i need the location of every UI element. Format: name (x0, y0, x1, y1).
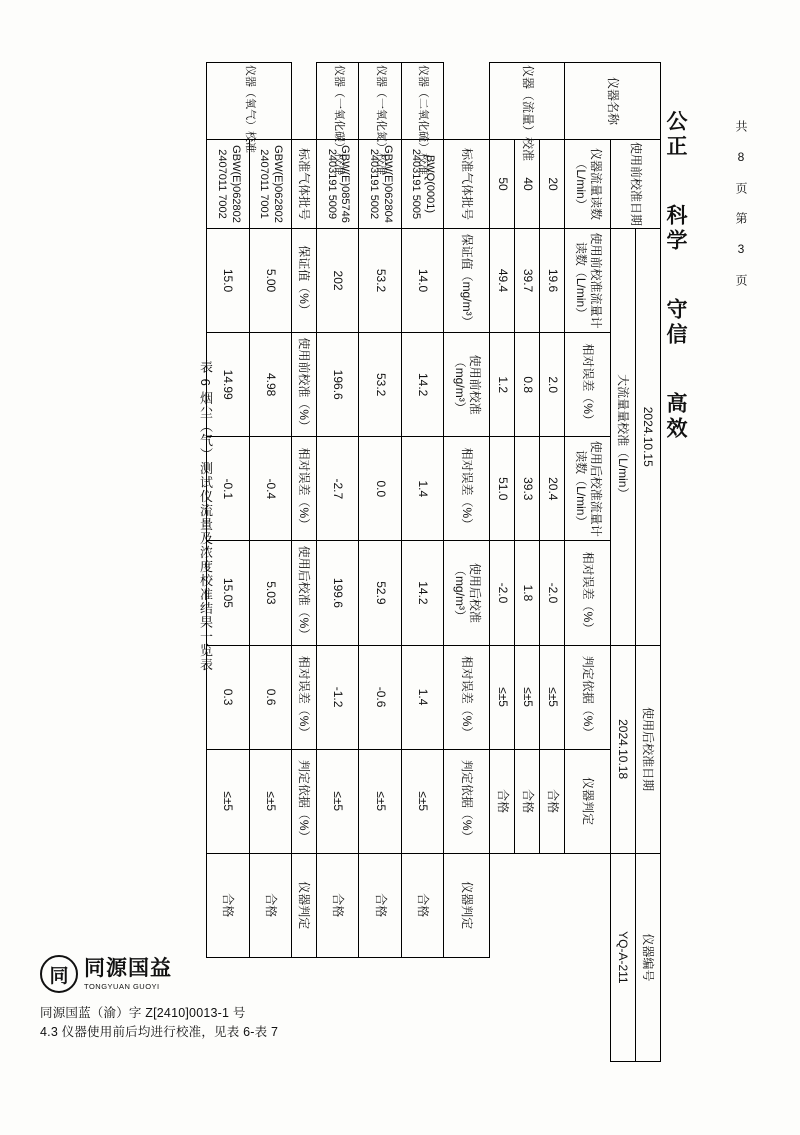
cell-judge: 合格 (316, 853, 358, 957)
cell-guarantee: 202 (316, 229, 358, 333)
th-post-rel-err-col: 相对误差（%） (565, 541, 611, 645)
calibration-table (206, 62, 661, 1062)
company-name-en: TONGYUAN GUOYI (84, 981, 160, 991)
cell-pre-err: 2.0 (540, 333, 565, 437)
cell-pre-err: -2.7 (316, 437, 358, 541)
table-row (515, 63, 540, 1062)
cell-guarantee: 15.0 (207, 229, 250, 333)
slogan-item-4: 高效 (664, 392, 687, 442)
cell-pre-flow: 49.4 (490, 229, 515, 333)
th-pre-cal-date: 使用前校准日期 (610, 140, 660, 229)
cell-post-conc: 14.2 (401, 541, 443, 645)
cell-judge: 合格 (359, 853, 401, 957)
th-guarantee-pct: 保证值（%） (291, 229, 316, 333)
slogan-item-3: 守信 (664, 298, 687, 348)
cell-post-conc: 199.6 (316, 541, 358, 645)
calibration-table-container (206, 62, 661, 1062)
row-label-so2: 仪器（二氧化硫）校准 (401, 63, 443, 140)
th-rel-err-4: 相对误差（%） (291, 645, 316, 749)
cell-pre-conc: 14.2 (401, 333, 443, 437)
th-instrument-no: 仪器编号 (635, 853, 660, 1061)
cell-judge: 合格 (490, 749, 515, 853)
cell-post-err: -2.0 (540, 541, 565, 645)
cell-pre-err: 0.0 (359, 437, 401, 541)
cell-reading: 20 (540, 140, 565, 229)
th-gas-batch: 标准气体批号 (444, 140, 490, 229)
th-instrument-name: 仪器名称 (565, 63, 661, 140)
th-guarantee: 保证值（mg/m³） (444, 229, 490, 333)
th-criteria-3: 判定依据（%） (291, 749, 316, 853)
cell-post-pct: 5.03 (249, 541, 291, 645)
table-row (207, 63, 250, 1062)
cell-gas-batch: GBW(E)062802 2407011 7001 (249, 140, 291, 229)
cell-criteria: ≤±5 (207, 749, 250, 853)
report-number: 同源国蓝（渝）字 Z[2410]0013-1 号 (40, 1006, 246, 1020)
cell-reading: 50 (490, 140, 515, 229)
company-logo (40, 955, 172, 993)
th-pre-cal-date-value: 2024.10.15 (635, 229, 660, 646)
table-caption: 表 6 烟尘（气）测试仪流量及浓度校准结果一览表 (198, 360, 213, 672)
cell-judge: 合格 (515, 749, 540, 853)
cell-criteria: ≤±5 (249, 749, 291, 853)
table-row (490, 63, 515, 1062)
table-row (249, 63, 291, 1062)
th-post-cal-date-value: 2024.10.18 (610, 645, 635, 853)
cell-criteria: ≤±5 (359, 749, 401, 853)
th-reading-col: 仪器流量读数（L/min） (565, 140, 611, 229)
th-judge-2: 仪器判定 (444, 853, 490, 957)
cell-post-flow: 39.3 (515, 437, 540, 541)
th-criteria-col: 判定依据（%） (565, 645, 611, 749)
cell-post-err: 0.3 (207, 645, 250, 749)
cell-pre-pct: 4.98 (249, 333, 291, 437)
slogan-item-1: 公正 (664, 110, 687, 160)
table-subheader-percent (291, 63, 316, 1062)
header-slogan (660, 110, 690, 870)
logo-mark-icon: 同 (40, 955, 78, 993)
th-gas-batch-2: 标准气体批号 (291, 140, 316, 229)
cell-criteria: ≤±5 (401, 749, 443, 853)
cell-post-err: 0.6 (249, 645, 291, 749)
cell-gas-batch: GBW(E)062802 2407011 7002 (207, 140, 250, 229)
cell-post-conc: 52.9 (359, 541, 401, 645)
cell-pre-err: -0.4 (249, 437, 291, 541)
th-criteria-2: 判定依据（%） (444, 749, 490, 853)
cell-pre-err: 1.4 (401, 437, 443, 541)
cell-pre-flow: 19.6 (540, 229, 565, 333)
cell-pre-err: -0.1 (207, 437, 250, 541)
th-post-cal-date: 使用后校准日期 (635, 645, 660, 853)
row-label-no: 仪器（一氧化氮）校准 (359, 63, 401, 140)
cell-pre-flow: 39.7 (515, 229, 540, 333)
th-pre-flow-col: 使用前校准流量计读数（L/min） (565, 229, 611, 333)
cell-pre-pct: 14.99 (207, 333, 250, 437)
th-judge-3: 仪器判定 (291, 853, 316, 957)
table-row (401, 63, 443, 1062)
table-subheader-concentration (444, 63, 490, 1062)
cell-criteria: ≤±5 (515, 645, 540, 749)
row-label-flow: 仪器（流量）校准 (490, 63, 565, 140)
section-heading: 4.3 仪器使用前后均进行校准，见表 6-表 7 (40, 1025, 279, 1039)
cell-reading: 40 (515, 140, 540, 229)
table-row (316, 63, 358, 1062)
cell-gas-batch: GBW(E)062804 2403191 5002 (359, 140, 401, 229)
th-pre-pct: 使用前校准（%） (291, 333, 316, 437)
cell-post-err: -2.0 (490, 541, 515, 645)
th-flow-group: 大流量量校准（L/min） (610, 229, 635, 646)
th-post-conc: 使用后校准（mg/m³） (444, 541, 490, 645)
cell-post-flow: 51.0 (490, 437, 515, 541)
th-pre-rel-err-col: 相对误差（%） (565, 333, 611, 437)
cell-criteria: ≤±5 (316, 749, 358, 853)
th-rel-err-3: 相对误差（%） (291, 437, 316, 541)
cell-pre-conc: 53.2 (359, 333, 401, 437)
company-name-cn: 同源国益 (84, 956, 172, 980)
slogan-item-2: 科学 (664, 204, 687, 254)
cell-criteria: ≤±5 (490, 645, 515, 749)
cell-post-err: -1.2 (316, 645, 358, 749)
cell-criteria: ≤±5 (540, 645, 565, 749)
page-number: 共 8 页 第 3 页 (734, 120, 748, 288)
table-header-row-1 (635, 63, 660, 1062)
th-pre-conc: 使用前校准（mg/m³） (444, 333, 490, 437)
row-label-o2: 仪器（氧气）校准 (207, 63, 292, 140)
cell-pre-err: 1.2 (490, 333, 515, 437)
cell-guarantee: 14.0 (401, 229, 443, 333)
cell-post-flow: 20.4 (540, 437, 565, 541)
cell-judge: 合格 (207, 853, 250, 957)
cell-post-pct: 15.05 (207, 541, 250, 645)
th-judgement-col: 仪器判定 (565, 749, 611, 853)
table-row (540, 63, 565, 1062)
cell-post-err: 1.8 (515, 541, 540, 645)
cell-post-err: -0.6 (359, 645, 401, 749)
cell-pre-conc: 196.6 (316, 333, 358, 437)
cell-post-err: 1.4 (401, 645, 443, 749)
table-header-row-3 (565, 63, 611, 1062)
cell-guarantee: 53.2 (359, 229, 401, 333)
cell-judge: 合格 (401, 853, 443, 957)
cell-gas-batch: BWQ(0001) 2403191 5005 (401, 140, 443, 229)
cell-guarantee: 5.00 (249, 229, 291, 333)
th-rel-err: 相对误差（%） (444, 437, 490, 541)
row-label-co: 仪器（一氧化碳）校准 (316, 63, 358, 140)
th-rel-err-2: 相对误差（%） (444, 645, 490, 749)
cell-gas-batch: GBW(E)085746 2403191 5009 (316, 140, 358, 229)
th-post-flow-col: 使用后校准流量计读数（L/min） (565, 437, 611, 541)
cell-judge: 合格 (540, 749, 565, 853)
cell-judge: 合格 (249, 853, 291, 957)
table-row (359, 63, 401, 1062)
cell-pre-err: 0.8 (515, 333, 540, 437)
th-instrument-no-value: YQ-A-211 (610, 853, 635, 1061)
th-post-pct: 使用后校准（%） (291, 541, 316, 645)
